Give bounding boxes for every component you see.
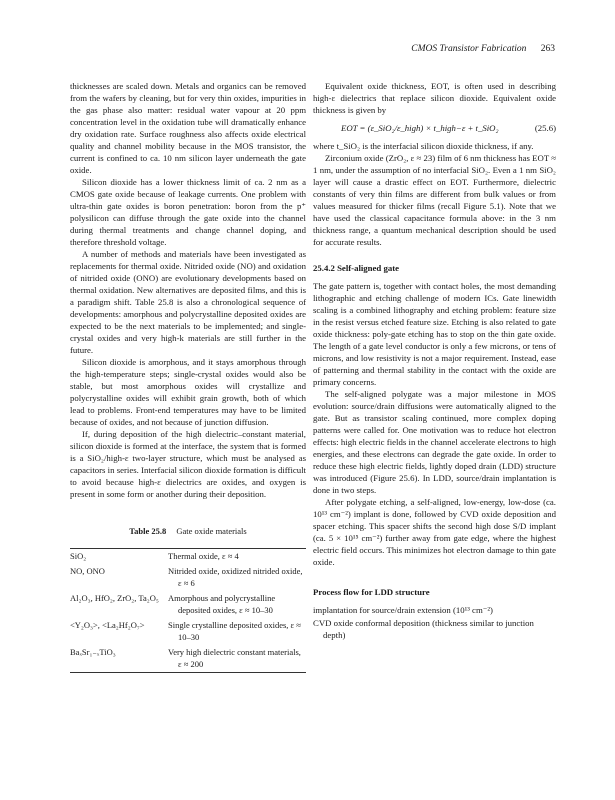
material-cell: NO, ONO bbox=[70, 566, 105, 576]
description-cell: Single crystalline deposited oxides, ε ≈ 10–30 bbox=[168, 620, 301, 642]
gate-oxide-table bbox=[70, 526, 306, 673]
description-cell: Amorphous and polycrystalline deposited oxides, ε ≈ 10–30 bbox=[168, 593, 276, 615]
running-title: CMOS Transistor Fabrication bbox=[411, 44, 527, 54]
paragraph: A number of methods and materials have been investigated as replacements for thermal oxide. Nitrided oxide (NO) and oxidation of nitrided oxide (ONO) are evolutionary developments based on thermal oxidation. New alternatives are deposited films, and this is a paradigm shift. Table 25.8 is also a chronological sequence of developments: amorphous and polycrystalline deposited oxides are expected to be the next materials to be implemented; and single-crystal oxides and very high-k materials are still further in the future. bbox=[70, 249, 306, 355]
paragraph: Silicon dioxide has a lower thickness limit of ca. 2 nm as a CMOS gate oxide because of leakage currents. One problem with ultra-thin gate oxides is boron penetration: boron from the p⁺ polysilicon can diffuse through the gate oxide into the channel during thermal treatments and change channel doping, and therefore threshold voltage. bbox=[70, 177, 306, 247]
material-cell: Al₂O₃, HfO₂, ZrO₂, Ta₂O₅ bbox=[70, 593, 159, 603]
paragraph: Silicon dioxide is amorphous, and it stays amorphous through the high-temperature steps; single-crystal oxides would also be stable, but most amorphous oxides will crystallize and polycrystalline oxides will exhibit grain growth, both of which lead to problems. Front-end temperatures may have to be limited because of oxides, and not because of junction diffusion. bbox=[70, 357, 306, 427]
section-heading: 25.4.2 Self-aligned gate bbox=[313, 263, 400, 273]
list-item: CVD oxide conformal deposition (thickness similar to junction depth) bbox=[313, 618, 534, 640]
paragraph: If, during deposition of the high dielectric–constant material, silicon dioxide is formed at the interface, the system that is formed is a SiO₂/high-ε two-layer structure, which must be analysed as capacitors in series. Interfacial silicon dioxide formation is difficult to avoid because high-ε dielectrics are oxides, and oxygen is present in some form or another during their deposition. bbox=[70, 429, 306, 499]
table-row bbox=[70, 564, 306, 591]
table-row bbox=[70, 591, 306, 618]
paragraph: After polygate etching, a self-aligned, low-energy, low-dose (ca. 10¹³ cm⁻²) implant is done, followed by CVD oxide deposition and spacer etching. This spacer shifts the second high dose S/D implant (ca. 5 × 10¹⁵ cm⁻²) further away from gate edge, where the highest electric field occurs. This minimizes hot electron damage to thin gate oxide. bbox=[313, 497, 556, 567]
material-cell: <Y₂O₃>, <La₂Hf₂O₇> bbox=[70, 620, 145, 630]
right-column bbox=[313, 80, 556, 641]
process-steps bbox=[313, 604, 556, 641]
equation-number: (25.6) bbox=[534, 123, 556, 133]
table-title: Gate oxide materials bbox=[176, 526, 247, 536]
left-column bbox=[70, 80, 306, 673]
page-number: 263 bbox=[540, 44, 555, 54]
description-cell: Thermal oxide, ε ≈ 4 bbox=[168, 550, 239, 561]
table-caption bbox=[70, 526, 306, 538]
table-row bbox=[70, 548, 306, 564]
running-header bbox=[411, 44, 555, 54]
list-item: implantation for source/drain extension (10¹³ cm⁻²) bbox=[313, 605, 493, 615]
table-label: Table 25.8 bbox=[129, 526, 167, 536]
paragraph: Equivalent oxide thickness, EOT, is often used in describing high-ε dielectrics that replace silicon dioxide. Equivalent oxide thickness is given by bbox=[313, 81, 556, 115]
material-cell: SiO₂ bbox=[70, 550, 87, 561]
paragraph: The self-aligned polygate was a major milestone in MOS evolution: source/drain diffusions were automatically aligned to the gate. But as transistor scaling continued, more complex doping patterns were called for. One motivation was to reduce hot electron effects: high electric fields in the channel accelerate electrons to high energies, and these electrons can degrade the gate oxide. In order to reduce these high electric fields, lightly doped drain (LDD) structure was introduced (Figure 25.6). In LDD, source/drain implantation is done in two steps. bbox=[313, 389, 556, 495]
paragraph: thicknesses are scaled down. Metals and organics can be removed from the wafers by cleaning, but for very thin oxides, impurities in the gas phase also matter: residual water vapour at 20 ppm concentration level in the oxidation tube will dramatically enhance dry oxidation rate. Surface roughness also affects oxide electrical quality and channel mobility because in the MOS transistor, the current is confined to ca. 10 nm silicon layer underneath the gate oxide. bbox=[70, 81, 306, 175]
table bbox=[70, 548, 306, 674]
equation-expression: EOT = (ε_SiO₂/ε_high) × t_high−ε + t_SiO₂ bbox=[341, 123, 499, 133]
table-row bbox=[70, 618, 306, 645]
equation-25-6 bbox=[313, 122, 556, 134]
paragraph: Zirconium oxide (ZrO₂, ε ≈ 23) film of 6 nm thickness has EOT ≈ 1 nm, under the assumption of no interfacial SiO₂. Even a 1 nm SiO₂ layer will cause a drastic effect on EOT. Furthermore, dielectric constants of very thin films are different from bulk values or from values measured for thicker films (recall Figure 5.1). Note that we have used the classical capacitance formula above: in the 3 nm thickness range, a quantum mechanical description should be used for accurate results. bbox=[313, 153, 556, 247]
subsection-heading: Process flow for LDD structure bbox=[313, 587, 430, 597]
paragraph: where t_SiO₂ is the interfacial silicon dioxide thickness, if any. bbox=[313, 141, 534, 151]
description-cell: Nitrided oxide, oxidized nitrided oxide, ε ≈ 6 bbox=[168, 566, 303, 588]
table-row bbox=[70, 645, 306, 673]
description-cell: Very high dielectric constant materials, ε ≈ 200 bbox=[168, 647, 301, 669]
material-cell: BaₓSr₁₋ₓTiO₃ bbox=[70, 647, 116, 657]
paragraph: The gate pattern is, together with contact holes, the most demanding lithographic and etching challenge of modern ICs. Gate linewidth scaling is a combined lithography and etching problem: feature size in the resist versus etched feature size. Etching is also related to gate oxide thickness: poly-gate etching has to stop on the thin gate oxide. The length of a gate level conductor is only a few microns, or tens of microns, and low resistivity is not a major requirement. Instead, ease of patterning and thermal stability in the contact with the oxide are primary concerns. bbox=[313, 281, 556, 387]
